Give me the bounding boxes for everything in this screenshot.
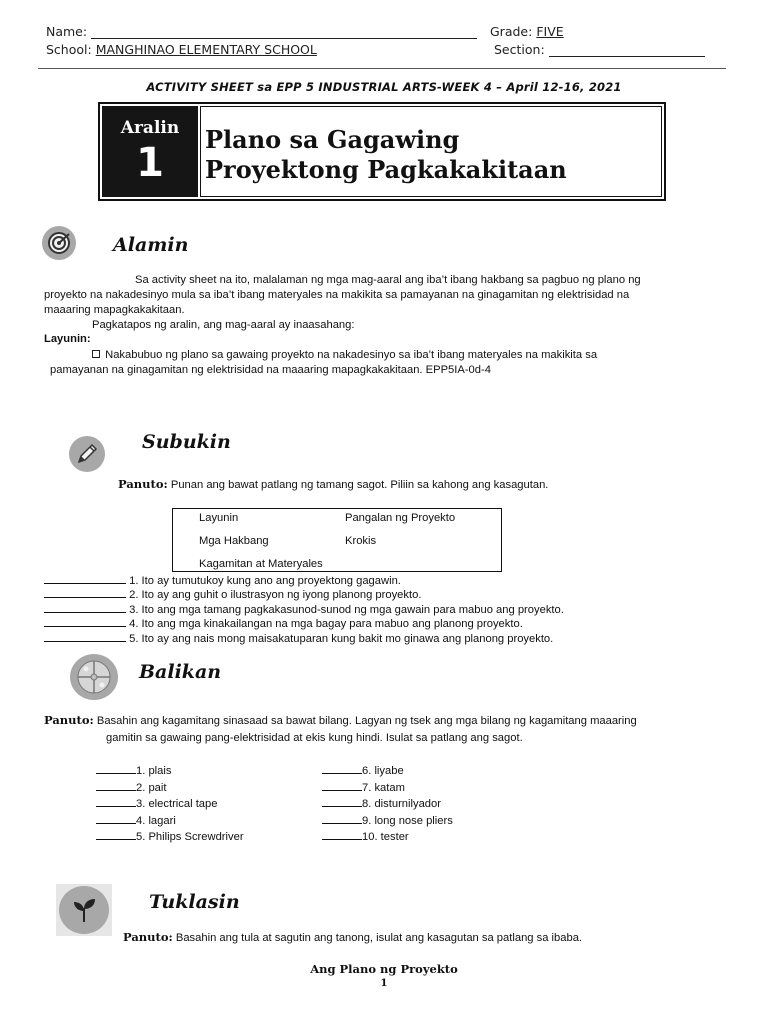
grade-value: FIVE xyxy=(536,24,564,39)
choice-item: Layunin xyxy=(199,512,239,524)
balikan-item-text: 6. liyabe xyxy=(362,765,404,777)
lesson-label: Aralin xyxy=(120,118,180,138)
grade-row xyxy=(490,24,564,39)
balikan-item-text: 1. plais xyxy=(136,765,172,777)
balikan-item xyxy=(96,796,244,813)
balikan-panuto-text: Basahin ang kagamitang sinasaad sa bawat bilang. Lagyan ng tsek ang mga bilang ng kagamitang maaaring xyxy=(96,715,637,727)
balikan-item-text: 9. long nose pliers xyxy=(362,814,453,827)
subukin-panuto-label: Panuto: xyxy=(118,477,168,491)
alamin-para1-line1: Sa activity sheet na ito, malalaman ng mga mag-aaral ang iba’t ibang hakbang sa pagbuo ng plano ng xyxy=(135,274,641,286)
answer-blank[interactable] xyxy=(96,781,136,791)
objective-line2: pamayanan na ginagamitan ng elektrisidad na maaaring mapagkakakitaan. EPP5IA-0d-4 xyxy=(50,364,491,376)
balikan-item-text: 4. lagari xyxy=(136,814,176,827)
subukin-item-text: 3. Ito ang mga tamang pagkakasunod-sunod ng mga gawain para mabuo ang proyekto. xyxy=(129,604,564,616)
school-row xyxy=(46,42,317,57)
balikan-item-text: 7. katam xyxy=(362,781,405,794)
subukin-title: Subukin xyxy=(142,431,231,453)
balikan-item xyxy=(322,796,453,813)
answer-blank[interactable] xyxy=(96,814,136,824)
choices-box xyxy=(172,508,502,572)
activity-title: ACTIVITY SHEET sa EPP 5 INDUSTRIAL ARTS-WEEK 4 – April 12-16, 2021 xyxy=(146,80,622,94)
answer-blank[interactable] xyxy=(96,764,136,774)
name-row xyxy=(46,24,477,39)
balikan-item xyxy=(96,780,244,797)
section-field[interactable] xyxy=(549,45,705,57)
subukin-item xyxy=(44,603,564,618)
lesson-number-box xyxy=(102,106,198,197)
balikan-item xyxy=(322,829,453,846)
subukin-item-text: 1. Ito ay tumutukoy kung ano ang proyektong gagawin. xyxy=(129,575,401,587)
name-field[interactable] xyxy=(91,27,477,39)
tuklasin-title: Tuklasin xyxy=(149,891,240,913)
layunin-label: Layunin: xyxy=(44,333,91,345)
balikan-item xyxy=(322,813,453,830)
balikan-left-list xyxy=(96,763,244,846)
balikan-item-text: 2. pait xyxy=(136,781,167,794)
lesson-title-line1: Plano sa Gagawing xyxy=(205,125,460,154)
balikan-panuto-line2: gamitin sa gawaing pang-elektrisidad at ekis kung hindi. Isulat sa patlang ang sagot. xyxy=(106,732,523,744)
target-icon xyxy=(42,226,76,260)
answer-blank[interactable] xyxy=(322,830,362,840)
tuklasin-panuto xyxy=(123,930,582,946)
balikan-item xyxy=(322,780,453,797)
header-divider xyxy=(38,68,726,69)
answer-blank[interactable] xyxy=(322,814,362,824)
poem-title: Ang Plano ng Proyekto xyxy=(310,962,458,976)
balikan-right-list xyxy=(322,763,453,846)
section-label: Section: xyxy=(494,42,545,57)
answer-blank[interactable] xyxy=(96,797,136,807)
checkbox-icon xyxy=(92,350,100,358)
school-value: MANGHINAO ELEMENTARY SCHOOL xyxy=(95,42,317,57)
balikan-item xyxy=(96,763,244,780)
sprout-icon xyxy=(59,886,109,934)
answer-blank[interactable] xyxy=(322,764,362,774)
objective-line1 xyxy=(92,348,597,363)
page-number: 1 xyxy=(380,978,388,989)
tuklasin-panuto-label: Panuto: xyxy=(123,930,173,944)
answer-blank[interactable] xyxy=(96,830,136,840)
answer-blank[interactable] xyxy=(322,781,362,791)
answer-blank[interactable] xyxy=(44,632,126,642)
subukin-item-text: 5. Ito ay ang nais mong maisakatuparan kung bakit mo ginawa ang planong proyekto. xyxy=(129,633,554,645)
subukin-item xyxy=(44,574,401,589)
subukin-item-text: 4. Ito ang mga kinakailangan na mga bagay para mabuo ang planong proyekto. xyxy=(129,618,523,630)
tuklasin-panuto-text: Basahin ang tula at sagutin ang tanong, isulat ang kasagutan sa patlang sa ibaba. xyxy=(175,932,583,944)
subukin-item xyxy=(44,617,523,632)
lesson-title xyxy=(205,125,567,185)
balikan-item xyxy=(96,813,244,830)
answer-blank[interactable] xyxy=(44,588,126,598)
balikan-panuto-label: Panuto: xyxy=(44,713,94,727)
name-label: Name: xyxy=(46,24,88,39)
subukin-panuto-text: Punan ang bawat patlang ng tamang sagot. Piliin sa kahong ang kasagutan. xyxy=(170,479,549,491)
lesson-number: 1 xyxy=(136,140,164,186)
answer-blank[interactable] xyxy=(322,797,362,807)
lesson-title-box xyxy=(200,106,662,197)
balikan-item-text: 3. electrical tape xyxy=(136,798,218,810)
puzzle-icon xyxy=(70,654,118,700)
subukin-panuto xyxy=(118,477,548,493)
balikan-panuto-line1 xyxy=(44,713,637,729)
answer-blank[interactable] xyxy=(44,603,126,613)
balikan-item-text: 5. Philips Screwdriver xyxy=(136,831,244,843)
subukin-item xyxy=(44,588,421,603)
alamin-para1-line3: maaaring mapagkakakitaan. xyxy=(44,304,185,316)
balikan-title: Balikan xyxy=(139,661,222,683)
balikan-item xyxy=(96,829,244,846)
choice-item: Kagamitan at Materyales xyxy=(199,558,323,570)
choice-item: Krokis xyxy=(345,535,377,547)
objective-line1-text: Nakabubuo ng plano sa gawaing proyekto na nakadesinyo sa iba’t ibang materyales na makikita sa xyxy=(102,349,598,361)
pencil-icon xyxy=(69,436,105,472)
answer-blank[interactable] xyxy=(44,574,126,584)
balikan-item-text: 8. disturnilyador xyxy=(362,798,441,810)
alamin-para2: Pagkatapos ng aralin, ang mag-aaral ay inaasahang: xyxy=(92,319,355,331)
school-label: School: xyxy=(46,42,92,57)
choice-item: Mga Hakbang xyxy=(199,535,269,547)
section-row xyxy=(494,42,705,57)
alamin-para1-line2: proyekto na nakadesinyo mula sa iba’t ibang materyales na makikita sa pamayanan na ginagamitan ng elektrisidad na xyxy=(44,289,630,301)
subukin-item-text: 2. Ito ay ang guhit o ilustrasyon ng iyong planong proyekto. xyxy=(129,589,422,601)
balikan-item-text: 10. tester xyxy=(362,831,409,843)
lesson-title-line2: Proyektong Pagkakakitaan xyxy=(205,155,567,184)
choice-item: Pangalan ng Proyekto xyxy=(345,512,456,524)
answer-blank[interactable] xyxy=(44,617,126,627)
subukin-item xyxy=(44,632,553,647)
grade-label: Grade: xyxy=(490,24,533,39)
alamin-title: Alamin xyxy=(113,234,189,256)
lesson-banner xyxy=(98,102,666,201)
balikan-item xyxy=(322,763,453,780)
